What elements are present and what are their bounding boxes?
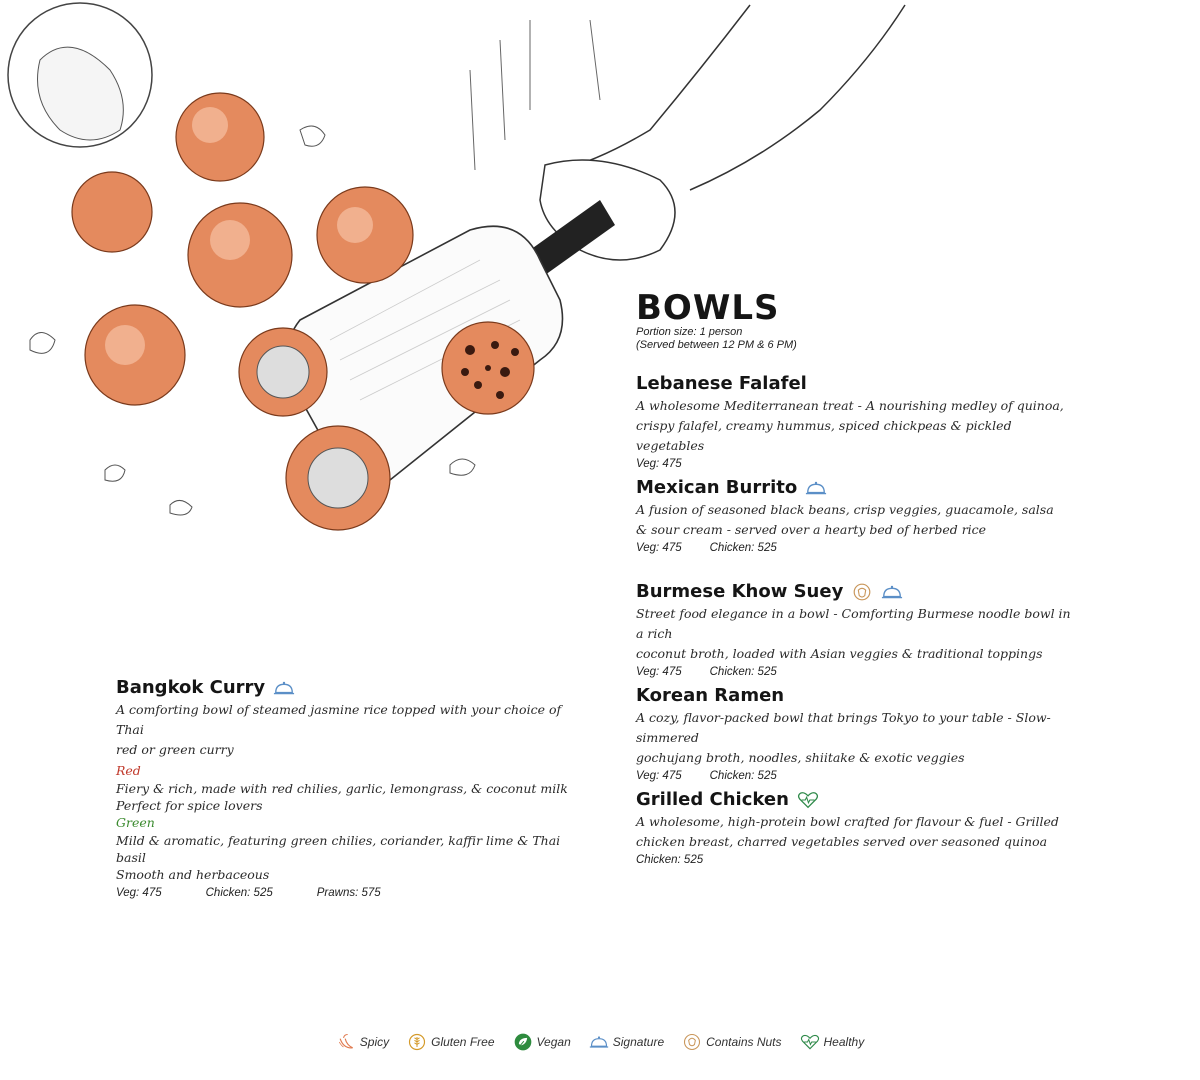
item-description: A wholesome, high-protein bowl crafted for flavour & fuel - Grilled — [636, 814, 1059, 829]
price-chicken: Chicken: 525 — [709, 666, 777, 678]
nut-icon — [682, 1032, 702, 1052]
item-name: Korean Ramen — [636, 685, 785, 706]
red-curry-description: Fiery & rich, made with red chilies, garlic, lemongrass, & coconut milk — [116, 781, 568, 796]
item-name: Bangkok Curry — [116, 676, 576, 700]
leaf-icon — [513, 1032, 533, 1052]
legend-healthy: Healthy — [800, 1032, 865, 1052]
signature-icon — [273, 678, 295, 698]
item-description: & sour cream - served over a hearty bed of herbed rice — [636, 522, 987, 537]
price-veg: Veg: 475 — [116, 887, 162, 899]
signature-icon — [881, 582, 903, 602]
legend-signature: Signature — [589, 1032, 664, 1052]
green-curry-note: Smooth and herbaceous — [116, 867, 270, 882]
menu-item-grilled-chicken — [636, 788, 1076, 868]
item-description: gochujang broth, noodles, shiitake & exotic veggies — [636, 750, 965, 765]
item-name: Grilled Chicken — [636, 788, 1076, 812]
menu-item-korean-ramen — [636, 684, 1076, 784]
item-prices — [636, 768, 1076, 784]
item-description: A comforting bowl of steamed jasmine rice topped with your choice of Thai — [116, 702, 562, 737]
menu-item-lebanese-falafel — [636, 372, 1076, 472]
green-curry-label: Green — [116, 815, 155, 830]
cloche-icon — [589, 1032, 609, 1052]
chili-icon — [336, 1032, 356, 1052]
item-name: Mexican Burrito — [636, 476, 1076, 500]
healthy-icon — [797, 790, 819, 810]
item-description: chicken breast, charred vegetables served over seasoned quinoa — [636, 834, 1048, 849]
item-description: Street food elegance in a bowl - Comforting Burmese noodle bowl in a rich — [636, 606, 1071, 641]
green-curry-description: Mild & aromatic, featuring green chilies, coriander, kaffir lime & Thai basil — [116, 833, 561, 865]
legend-gluten-free: Gluten Free — [407, 1032, 494, 1052]
signature-icon — [805, 478, 827, 498]
price-veg: Veg: 475 — [636, 666, 682, 678]
item-prices — [636, 664, 1076, 680]
red-curry-note: Perfect for spice lovers — [116, 798, 263, 813]
dietary-legend — [0, 1032, 1200, 1052]
item-description: coconut broth, loaded with Asian veggies & traditional toppings — [636, 646, 1043, 661]
contains-nuts-icon — [851, 582, 873, 602]
price-chicken: Chicken: 525 — [636, 854, 704, 866]
item-prices — [636, 456, 1076, 472]
heart-pulse-icon — [800, 1032, 820, 1052]
item-name: Lebanese Falafel — [636, 373, 807, 394]
price-chicken: Chicken: 525 — [709, 542, 777, 554]
price-prawns: Prawns: 575 — [316, 887, 381, 899]
item-name: Burmese Khow Suey — [636, 580, 1076, 604]
section-header — [636, 290, 797, 352]
menu-item-mexican-burrito — [636, 476, 1076, 556]
item-prices — [636, 540, 1076, 556]
wheat-icon — [407, 1032, 427, 1052]
legend-vegan: Vegan — [513, 1032, 571, 1052]
price-chicken: Chicken: 525 — [205, 887, 273, 899]
price-veg: Veg: 475 — [636, 458, 682, 470]
legend-contains-nuts: Contains Nuts — [682, 1032, 781, 1052]
menu-item-bangkok-curry — [116, 676, 576, 901]
price-veg: Veg: 475 — [636, 542, 682, 554]
item-description: A cozy, flavor-packed bowl that brings Tokyo to your table - Slow-simmered — [636, 710, 1051, 745]
price-chicken: Chicken: 525 — [709, 770, 777, 782]
serving-time: (Served between 12 PM & 6 PM) — [636, 339, 797, 351]
legend-spicy: Spicy — [336, 1032, 389, 1052]
item-description: crispy falafel, creamy hummus, spiced chickpeas & pickled vegetables — [636, 418, 1012, 453]
item-description: A fusion of seasoned black beans, crisp veggies, guacamole, salsa — [636, 502, 1054, 517]
item-prices — [636, 852, 1076, 868]
menu-item-burmese-khow-suey — [636, 580, 1076, 680]
portion-size: Portion size: 1 person — [636, 326, 743, 338]
item-description: red or green curry — [116, 742, 234, 757]
section-title: BOWLS — [636, 288, 780, 328]
item-prices — [116, 885, 576, 901]
red-curry-label: Red — [116, 763, 141, 778]
item-description: A wholesome Mediterranean treat - A nourishing medley of quinoa, — [636, 398, 1064, 413]
price-veg: Veg: 475 — [636, 770, 682, 782]
